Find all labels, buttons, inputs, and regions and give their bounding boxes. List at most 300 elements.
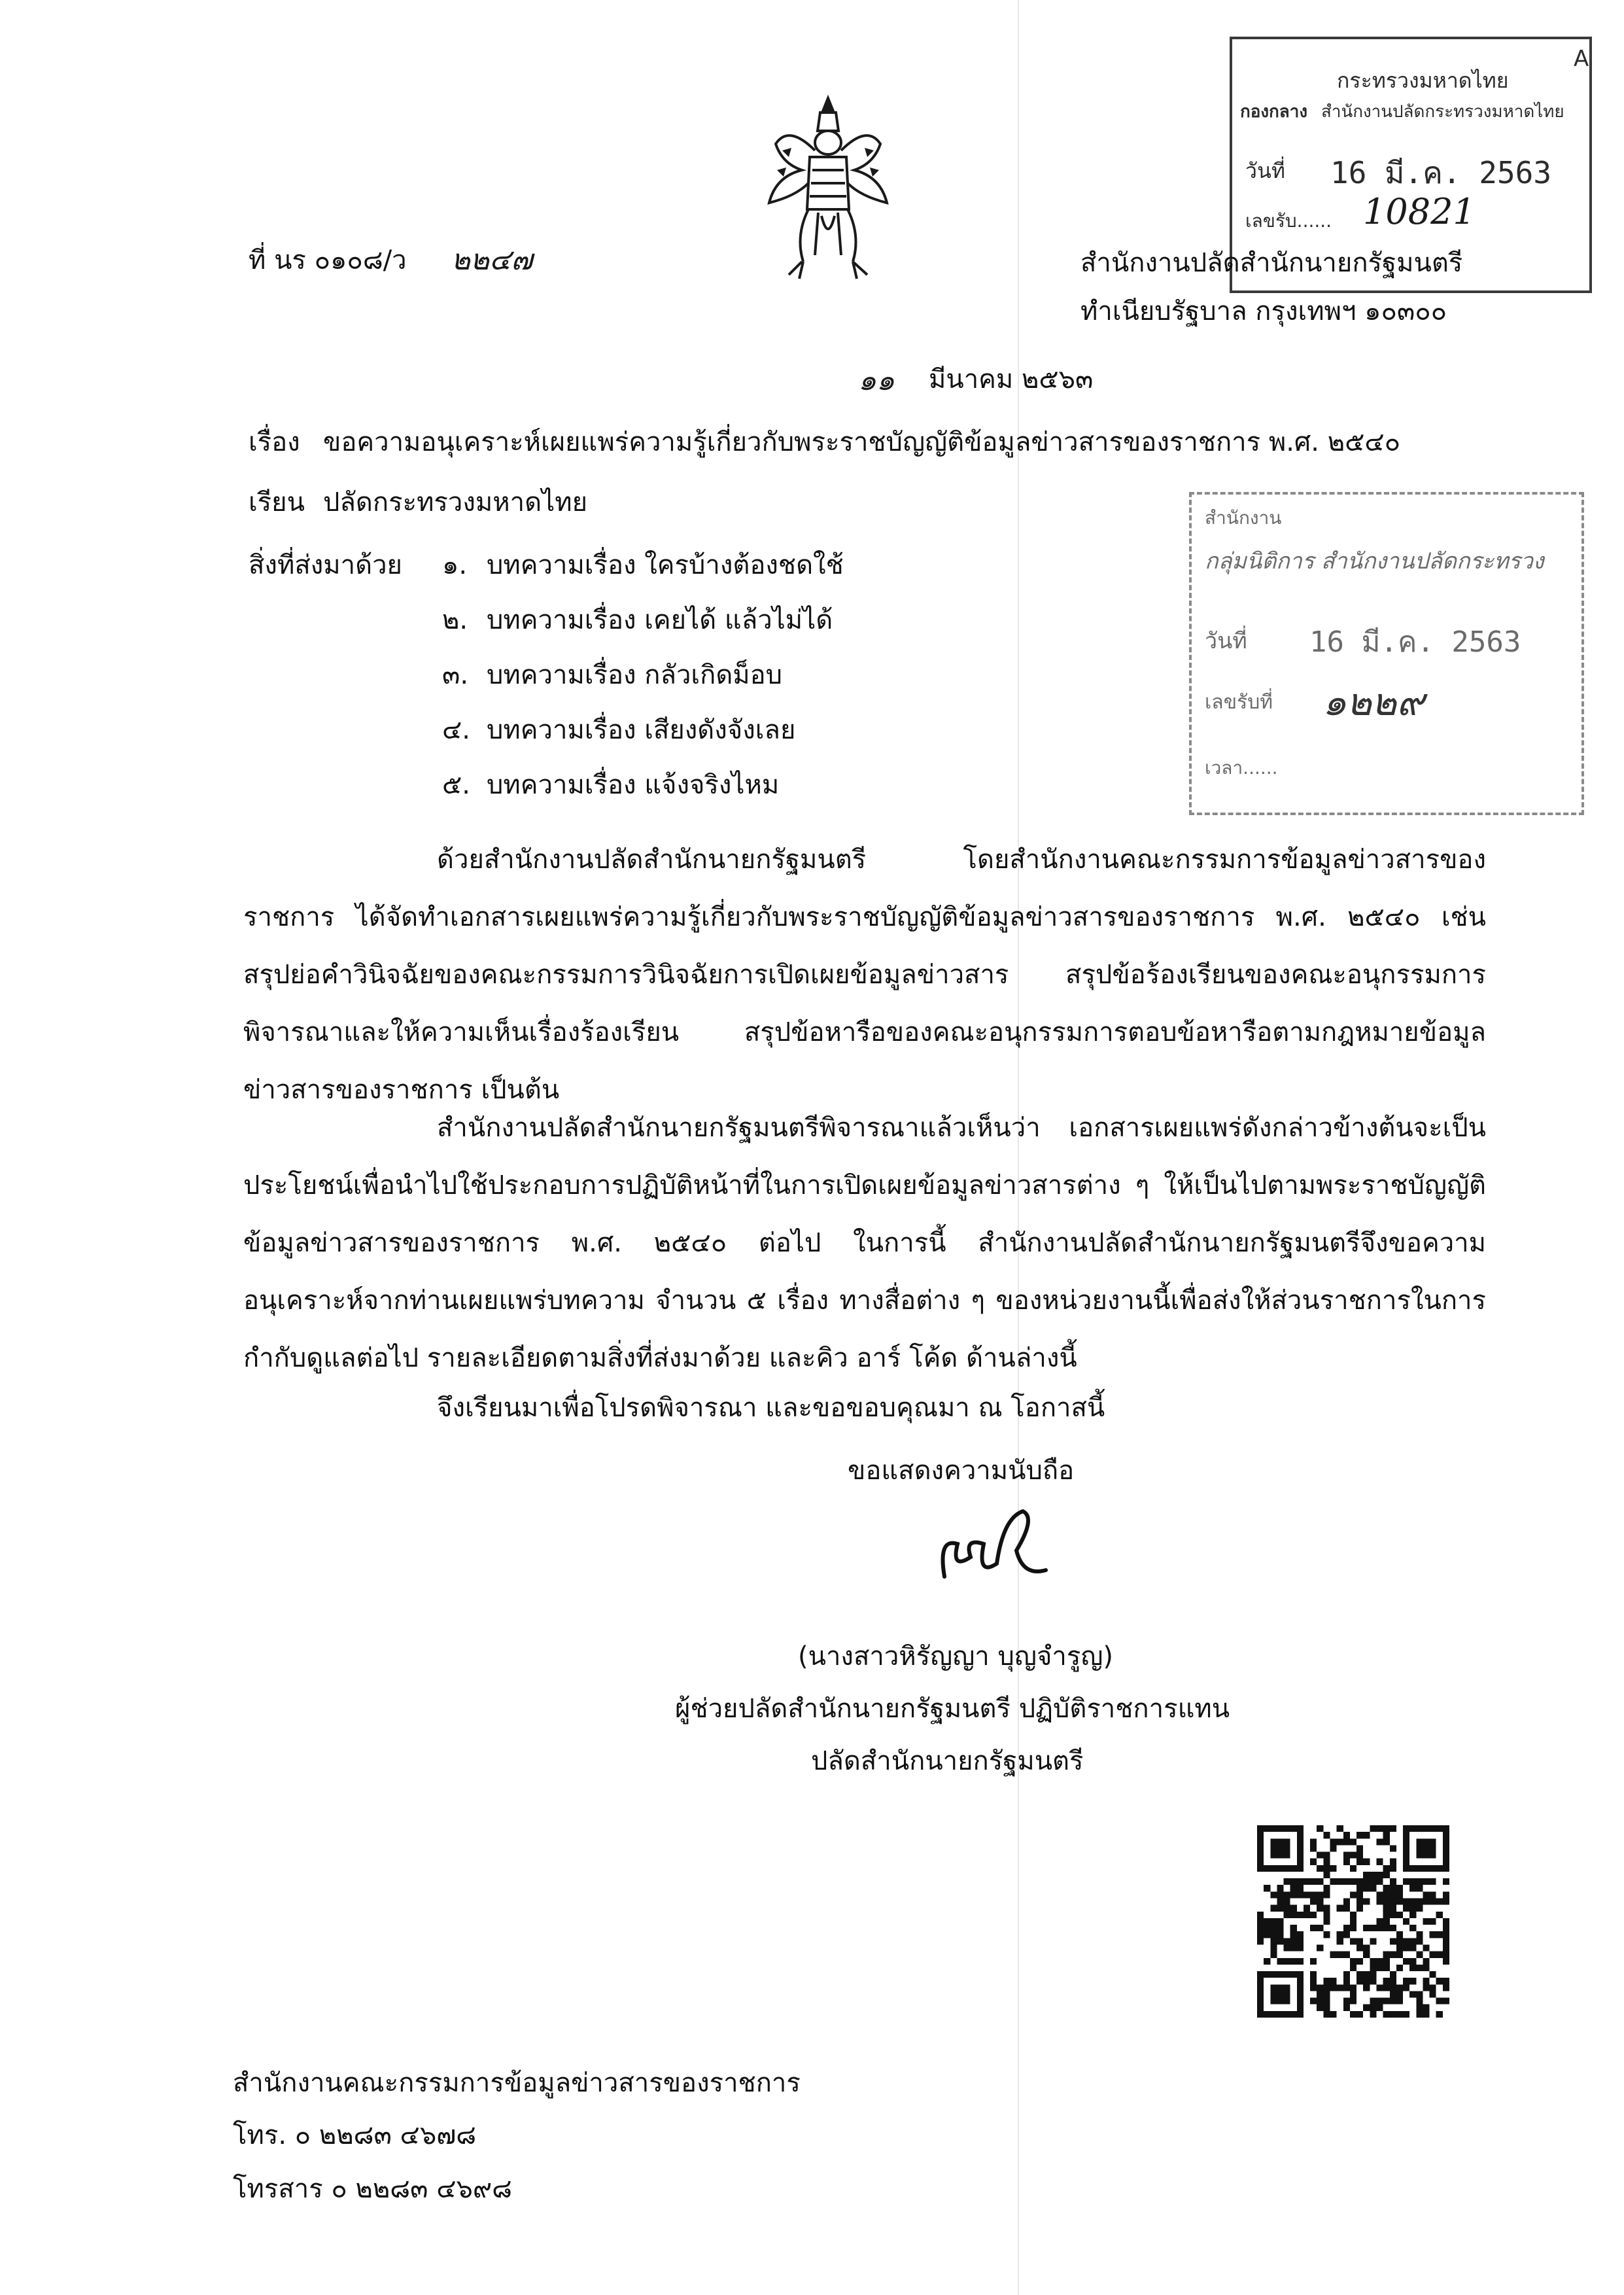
qr-module [1430, 1931, 1436, 1938]
qr-module [1284, 1991, 1290, 1997]
qr-module [1409, 1978, 1416, 1984]
qr-module [1390, 1845, 1396, 1851]
qr-module [1310, 1984, 1317, 1991]
qr-module [1337, 1984, 1343, 1991]
qr-module [1430, 1891, 1436, 1898]
qr-module [1436, 1998, 1443, 2005]
qr-module [1317, 1905, 1323, 1912]
stamp2-line2: กลุ่มนิติการ สำนักงานปลัดกระทรวง [1205, 548, 1544, 574]
qr-module [1423, 1918, 1429, 1925]
qr-module [1370, 2011, 1376, 2018]
qr-module [1297, 2005, 1304, 2011]
qr-module [1277, 1984, 1283, 1991]
enclosure-num: ๑. [442, 550, 468, 580]
qr-module [1343, 1931, 1350, 1938]
qr-module [1343, 1905, 1350, 1912]
qr-module [1277, 1838, 1283, 1845]
qr-module [1284, 1878, 1290, 1885]
qr-module [1383, 1905, 1390, 1912]
qr-module [1403, 1825, 1409, 1832]
qr-module [1370, 1885, 1376, 1891]
qr-module [1323, 1912, 1330, 1918]
stamp-corner-mark: A [1574, 46, 1589, 72]
qr-module [1383, 1885, 1390, 1891]
qr-module [1363, 1971, 1370, 1978]
qr-module [1409, 1925, 1416, 1931]
qr-module [1443, 1832, 1449, 1838]
recipient-text: ปลัดกระทรวงมหาดไทย [323, 487, 588, 517]
qr-module [1423, 1958, 1429, 1965]
qr-module [1257, 1971, 1264, 1978]
qr-module [1390, 1859, 1396, 1865]
qr-module [1337, 1905, 1343, 1912]
qr-module [1277, 1891, 1283, 1898]
qr-module [1383, 1958, 1390, 1965]
qr-module [1390, 1878, 1396, 1885]
qr-module [1297, 1912, 1304, 1918]
qr-module [1337, 1952, 1343, 1958]
body-paragraph-2: สำนักงานปลัดสำนักนายกรัฐมนตรีพิจารณาแล้วเห็นว่า เอกสารเผยแพร่ดังกล่าวข้างต้นจะเป็นประโยชน์เพื่อนำไปใช้ประกอบการปฏิบัติหน้าที่ในการเปิดเผยข้อมูลข่าวสารต่าง ๆ ให้เป็นไปตามพระราชบัญญัติข้อมูลข่าวสารของราชการ พ.ศ. ๒๕๔๐ ต่อไป ในการนี้ สำนักงานปลัดสำนักนายกรัฐมนตรีจึงขอความอนุเคราะห์จากท่านเผยแพร่บทความ จำนวน ๕ เรื่อง ทางสื่อต่าง ๆ ของหน่วยงานนี้เพื่อส่งให้ส่วนราชการในการกำกับดูแลต่อไป รายละเอียดตามสิ่งที่ส่งมาด้วย และคิว อาร์ โค้ด ด้านล่างนี้ [243, 1113, 1486, 1373]
qr-module [1343, 1998, 1350, 2005]
qr-module [1350, 1918, 1356, 1925]
qr-module [1363, 1944, 1370, 1951]
reference-number: ๒๒๔๗ [451, 243, 533, 277]
qr-module [1363, 1832, 1370, 1838]
qr-module [1423, 1825, 1429, 1832]
enclosure-num: ๓. [442, 660, 469, 690]
qr-module [1383, 1838, 1390, 1845]
qr-module [1270, 1838, 1277, 1845]
qr-module [1304, 1912, 1310, 1918]
qr-module [1284, 1825, 1290, 1832]
qr-module [1310, 1859, 1317, 1865]
qr-module [1270, 1925, 1277, 1931]
qr-module [1350, 1984, 1356, 1991]
qr-module [1416, 1938, 1423, 1944]
qr-module [1350, 1925, 1356, 1931]
qr-module [1350, 1991, 1356, 1997]
qr-module [1277, 1931, 1283, 1938]
qr-module [1403, 1984, 1409, 1991]
qr-module [1383, 2011, 1390, 2018]
qr-module [1403, 1918, 1409, 1925]
qr-module [1297, 1984, 1304, 1991]
enclosure-num: ๕. [442, 770, 470, 800]
qr-module [1356, 1958, 1363, 1965]
qr-module [1430, 1971, 1436, 1978]
qr-module [1323, 1865, 1330, 1872]
qr-module [1390, 1938, 1396, 1944]
qr-module [1350, 1838, 1356, 1845]
qr-module [1323, 1998, 1330, 2005]
qr-module [1337, 1931, 1343, 1938]
qr-module [1257, 1998, 1264, 2005]
qr-module [1376, 1891, 1383, 1898]
qr-module [1356, 1878, 1363, 1885]
qr-module [1310, 1925, 1317, 1931]
qr-module [1264, 1885, 1270, 1891]
qr-module [1343, 1925, 1350, 1931]
qr-module [1257, 1984, 1264, 1991]
signatory-name: (นางสาวหิรัญญา บุญจำรูญ) [798, 1641, 1114, 1672]
salutation: ขอแสดงความนับถือ [848, 1456, 1075, 1486]
qr-module [1337, 1878, 1343, 1885]
qr-module [1290, 1925, 1297, 1931]
qr-module [1443, 1838, 1449, 1845]
qr-module [1270, 1852, 1277, 1859]
qr-module [1284, 1838, 1290, 1845]
enclosure-text: บทความเรื่อง ใครบ้างต้องชดใช้ [487, 550, 844, 580]
qr-module [1330, 1952, 1337, 1958]
qr-module [1376, 1965, 1383, 1971]
qr-module [1423, 1965, 1429, 1971]
qr-module [1350, 1938, 1356, 1944]
qr-module [1390, 1865, 1396, 1872]
qr-module [1277, 1885, 1283, 1891]
qr-module [1317, 1944, 1323, 1951]
qr-module [1423, 1899, 1429, 1905]
qr-module [1363, 1872, 1370, 1878]
qr-module [1290, 1971, 1297, 1978]
qr-module [1284, 1984, 1290, 1991]
qr-module [1284, 2011, 1290, 2018]
qr-module [1416, 1998, 1423, 2005]
qr-module [1363, 1878, 1370, 1885]
qr-module [1297, 1998, 1304, 2005]
qr-module [1356, 1971, 1363, 1978]
qr-module [1416, 1931, 1423, 1938]
qr-module [1270, 1984, 1277, 1991]
qr-module [1430, 1952, 1436, 1958]
qr-module [1396, 1944, 1403, 1951]
qr-module [1416, 1991, 1423, 1997]
qr-module [1436, 1952, 1443, 1958]
qr-module [1363, 1859, 1370, 1865]
qr-module [1290, 1905, 1297, 1912]
qr-module [1297, 1891, 1304, 1898]
qr-module [1396, 1912, 1403, 1918]
qr-module [1310, 1958, 1317, 1965]
qr-module [1264, 1865, 1270, 1872]
qr-module [1297, 1825, 1304, 1832]
qr-module [1257, 2005, 1264, 2011]
qr-module [1343, 1832, 1350, 1838]
stamp-division: สำนักงานปลัดกระทรวงมหาดไทย [1321, 102, 1564, 122]
qr-module [1436, 1931, 1443, 1938]
qr-module [1416, 1838, 1423, 1845]
qr-module [1277, 1971, 1283, 1978]
qr-module [1383, 1925, 1390, 1931]
qr-module [1390, 1984, 1396, 1991]
qr-module [1304, 1891, 1310, 1898]
qr-module [1370, 1958, 1376, 1965]
qr-module [1310, 1912, 1317, 1918]
qr-module [1323, 1891, 1330, 1898]
qr-module [1390, 1978, 1396, 1984]
qr-module [1376, 2005, 1383, 2011]
qr-module [1257, 1838, 1264, 1845]
qr-module [1330, 1838, 1337, 1845]
qr-module [1270, 1991, 1277, 1997]
qr-module [1430, 1845, 1436, 1851]
signatory-position-1: ผู้ช่วยปลัดสำนักนายกรัฐมนตรี ปฏิบัติราชการแทน [675, 1694, 1230, 1724]
qr-module [1403, 1845, 1409, 1851]
qr-module [1284, 1865, 1290, 1872]
subject-label: เรื่อง [249, 427, 300, 457]
qr-module [1423, 1845, 1429, 1851]
qr-module [1323, 1905, 1330, 1912]
qr-module [1290, 1865, 1297, 1872]
qr-module [1403, 1838, 1409, 1845]
qr-module [1409, 1958, 1416, 1965]
qr-module [1430, 1825, 1436, 1832]
qr-module [1403, 1865, 1409, 1872]
qr-module [1284, 1958, 1290, 1965]
qr-module [1436, 1978, 1443, 1984]
qr-module [1390, 1952, 1396, 1958]
qr-module [1257, 1825, 1264, 1832]
qr-module [1343, 1899, 1350, 1905]
qr-module [1390, 1825, 1396, 1832]
qr-module [1264, 1971, 1270, 1978]
qr-module [1297, 1978, 1304, 1984]
qr-module [1409, 1825, 1416, 1832]
footer-fax: โทรสาร ๐ ๒๒๘๓ ๔๖๙๘ [233, 2174, 513, 2204]
qr-module [1356, 2011, 1363, 2018]
qr-module [1317, 2005, 1323, 2011]
qr-module [1270, 1918, 1277, 1925]
qr-module [1423, 2005, 1429, 2011]
qr-module [1310, 1899, 1317, 1905]
qr-module [1277, 1905, 1283, 1912]
qr-code[interactable] [1257, 1825, 1449, 2018]
qr-module [1264, 2011, 1270, 2018]
qr-module [1323, 2011, 1330, 2018]
stamp-date: 16 มี.ค. 2563 [1330, 155, 1552, 190]
qr-module [1396, 1931, 1403, 1938]
qr-module [1376, 1899, 1383, 1905]
qr-module [1317, 1991, 1323, 1997]
qr-module [1416, 1885, 1423, 1891]
qr-module [1396, 1899, 1403, 1905]
qr-module [1409, 1865, 1416, 1872]
qr-module [1443, 1852, 1449, 1859]
qr-module [1363, 1925, 1370, 1931]
qr-module [1284, 1938, 1290, 1944]
qr-module [1370, 1971, 1376, 1978]
stamp-recv-number: 10821 [1363, 191, 1476, 232]
qr-module [1330, 1878, 1337, 1885]
qr-module [1376, 1918, 1383, 1925]
qr-module [1264, 1931, 1270, 1938]
qr-module [1383, 1872, 1390, 1878]
qr-module [1297, 1944, 1304, 1951]
qr-module [1257, 2011, 1264, 2018]
qr-module [1257, 1925, 1264, 1931]
handwritten-signature [925, 1498, 1056, 1596]
qr-module [1363, 1978, 1370, 1984]
enclosure-text: บทความเรื่อง เสียงดังจังเลย [487, 715, 796, 745]
qr-module [1376, 1998, 1383, 2005]
qr-module [1270, 1998, 1277, 2005]
secondary-received-stamp [1189, 492, 1584, 815]
qr-module [1430, 1852, 1436, 1859]
qr-module [1284, 1912, 1290, 1918]
qr-module [1350, 1998, 1356, 2005]
qr-module [1356, 1885, 1363, 1891]
qr-module [1310, 1971, 1317, 1978]
qr-module [1363, 1885, 1370, 1891]
closing-request: จึงเรียนมาเพื่อโปรดพิจารณา และขอขอบคุณมา ณ โอกาสนี้ [437, 1393, 1105, 1423]
qr-module [1443, 1978, 1449, 1984]
qr-module [1264, 1825, 1270, 1832]
qr-module [1370, 1965, 1376, 1971]
qr-module [1363, 1952, 1370, 1958]
garuda-emblem [763, 85, 893, 294]
qr-module [1297, 1971, 1304, 1978]
qr-module [1343, 1952, 1350, 1958]
qr-module [1436, 1899, 1443, 1905]
qr-module [1317, 1925, 1323, 1931]
qr-module [1277, 1991, 1283, 1997]
qr-module [1297, 1845, 1304, 1851]
qr-module [1297, 1958, 1304, 1965]
qr-module [1383, 1918, 1390, 1925]
qr-module [1297, 1832, 1304, 1838]
qr-module [1330, 1865, 1337, 1872]
qr-module [1323, 1885, 1330, 1891]
qr-module [1257, 1832, 1264, 1838]
qr-module [1443, 1918, 1449, 1925]
qr-module [1370, 1978, 1376, 1984]
qr-module [1409, 1878, 1416, 1885]
qr-module [1443, 1865, 1449, 1872]
stamp-recv-label: เลขรับ...... [1245, 210, 1332, 232]
qr-module [1343, 1978, 1350, 1984]
qr-module [1409, 1899, 1416, 1905]
qr-module [1270, 1938, 1277, 1944]
qr-module [1370, 1878, 1376, 1885]
qr-module [1284, 1905, 1290, 1912]
qr-module [1363, 1899, 1370, 1905]
qr-module [1323, 1978, 1330, 1984]
qr-module [1356, 1944, 1363, 1951]
qr-module [1350, 1958, 1356, 1965]
qr-module [1350, 1865, 1356, 1872]
qr-module [1350, 1852, 1356, 1859]
qr-module [1383, 1978, 1390, 1984]
qr-module [1430, 1918, 1436, 1925]
qr-module [1343, 1878, 1350, 1885]
qr-module [1403, 1944, 1409, 1951]
qr-module [1277, 1998, 1283, 2005]
reference-prefix: ที่ นร ๐๑๐๘/ว [249, 245, 407, 275]
qr-module [1430, 1899, 1436, 1905]
enclosure-text: บทความเรื่อง กลัวเกิดม็อบ [487, 660, 783, 690]
qr-module [1270, 1971, 1277, 1978]
qr-module [1270, 1905, 1277, 1912]
qr-module [1343, 1971, 1350, 1978]
qr-module [1284, 1891, 1290, 1898]
qr-module [1270, 1891, 1277, 1898]
qr-module [1390, 1905, 1396, 1912]
qr-module [1396, 1984, 1403, 1991]
qr-module [1423, 1984, 1429, 1991]
stamp2-recv-number: ๑๒๒๙ [1322, 680, 1425, 724]
qr-module [1443, 1899, 1449, 1905]
qr-module [1277, 1958, 1283, 1965]
qr-module [1396, 1891, 1403, 1898]
qr-module [1403, 1852, 1409, 1859]
qr-module [1270, 1931, 1277, 1938]
qr-module [1350, 1965, 1356, 1971]
qr-module [1350, 1878, 1356, 1885]
qr-module [1257, 1938, 1264, 1944]
qr-module [1323, 1931, 1330, 1938]
qr-module [1310, 1878, 1317, 1885]
qr-module [1356, 1845, 1363, 1851]
qr-module [1363, 1984, 1370, 1991]
qr-module [1264, 1918, 1270, 1925]
qr-module [1376, 1925, 1383, 1931]
qr-module [1430, 1865, 1436, 1872]
qr-module [1317, 1852, 1323, 1859]
qr-module [1390, 1998, 1396, 2005]
enclosure-text: บทความเรื่อง แจ้งจริงไหม [487, 770, 780, 800]
qr-module [1416, 1852, 1423, 1859]
footer-office: สำนักงานคณะกรรมการข้อมูลข่าวสารของราชการ [233, 2068, 801, 2098]
qr-module [1317, 1825, 1323, 1832]
qr-module [1356, 1938, 1363, 1944]
qr-module [1277, 1918, 1283, 1925]
qr-module [1383, 1899, 1390, 1905]
qr-module [1323, 1872, 1330, 1878]
qr-module [1277, 1845, 1283, 1851]
qr-module [1356, 1859, 1363, 1865]
qr-module [1297, 1931, 1304, 1938]
qr-module [1370, 1872, 1376, 1878]
qr-module [1310, 1845, 1317, 1851]
qr-module [1310, 1998, 1317, 2005]
qr-module [1270, 2011, 1277, 2018]
qr-module [1284, 1971, 1290, 1978]
qr-module [1356, 1852, 1363, 1859]
date-day: ๑๑ [858, 364, 895, 397]
stamp2-date-label: วันที่ [1205, 628, 1247, 654]
qr-module [1350, 1912, 1356, 1918]
qr-module [1409, 1965, 1416, 1971]
qr-module [1376, 1878, 1383, 1885]
qr-module [1270, 1865, 1277, 1872]
qr-module [1383, 1891, 1390, 1898]
qr-module [1430, 1984, 1436, 1991]
qr-module [1409, 1938, 1416, 1944]
qr-module [1323, 1859, 1330, 1865]
qr-module [1443, 1998, 1449, 2005]
qr-module [1290, 1958, 1297, 1965]
qr-module [1383, 1984, 1390, 1991]
qr-module [1383, 1832, 1390, 1838]
qr-module [1323, 1991, 1330, 1997]
qr-module [1356, 1899, 1363, 1905]
qr-module [1317, 1891, 1323, 1898]
qr-module [1257, 1845, 1264, 1851]
qr-module [1257, 1931, 1264, 1938]
qr-module [1297, 1865, 1304, 1872]
qr-module [1290, 1825, 1297, 1832]
qr-module [1403, 2011, 1409, 2018]
subject-text: ขอความอนุเคราะห์เผยแพร่ความรู้เกี่ยวกับพระราชบัญญัติข้อมูลข่าวสารของราชการ พ.ศ. ๒๕๔๐ [323, 427, 1401, 457]
